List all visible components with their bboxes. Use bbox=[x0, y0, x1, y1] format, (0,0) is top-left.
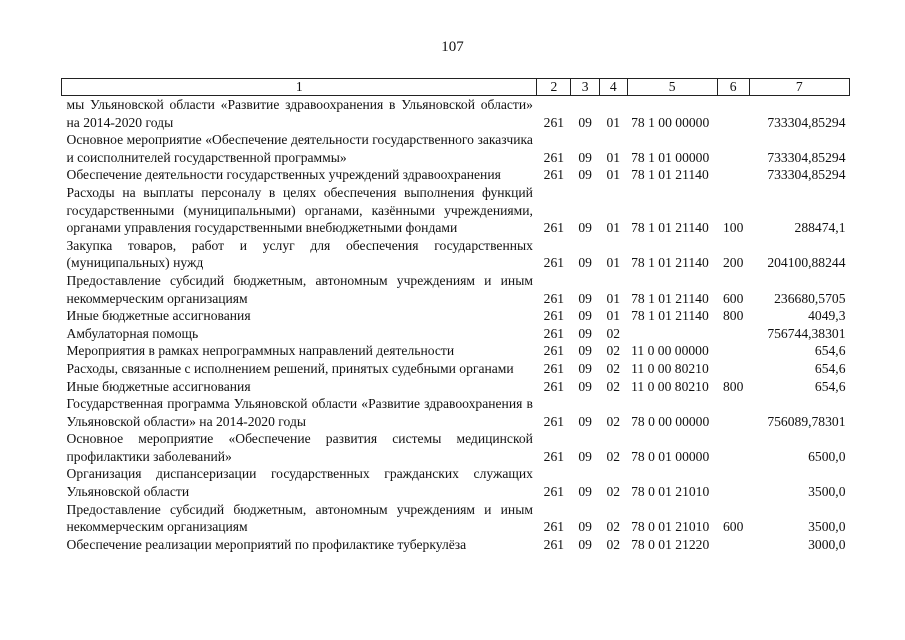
row-target-code: 78 0 01 21220 bbox=[631, 536, 710, 552]
row-target-code: 11 0 00 80210 bbox=[631, 378, 709, 394]
row-col-2: 261 bbox=[543, 360, 565, 376]
row-name: мы Ульяновской области «Развитие здравоохранения в Ульяновской области» на 2014-2020 годы bbox=[66, 97, 533, 130]
row-name: Мероприятия в рамках непрограммных направлений деятельности bbox=[66, 343, 455, 359]
col-header-7: 7 bbox=[749, 79, 849, 96]
row-amount: 756744,38301 bbox=[767, 325, 846, 341]
table-row bbox=[62, 465, 850, 500]
row-amount: 654,6 bbox=[814, 343, 846, 359]
row-col-4: 02 bbox=[606, 343, 621, 359]
row-col-2: 261 bbox=[543, 448, 565, 464]
table-row bbox=[62, 430, 850, 465]
row-amount: 3500,0 bbox=[808, 519, 846, 535]
row-name: Основное мероприятие «Обеспечение деятельности государственного заказчика и соисполнителей государственной программы» bbox=[66, 132, 533, 165]
row-target-code: 78 0 01 00000 bbox=[631, 448, 710, 464]
row-target-code: 78 1 01 00000 bbox=[631, 149, 710, 165]
table-row bbox=[62, 131, 850, 166]
row-col-3: 09 bbox=[578, 484, 592, 500]
row-name: Предоставление субсидий бюджетным, автономным учреждениям и иным некоммерческим организациям bbox=[66, 272, 533, 306]
row-name: Основное мероприятие «Обеспечение развития системы медицинской профилактики заболеваний» bbox=[66, 431, 533, 464]
table-row bbox=[62, 96, 850, 132]
row-col-3: 09 bbox=[578, 220, 592, 236]
row-col-4: 01 bbox=[606, 114, 621, 130]
row-col-2: 261 bbox=[543, 378, 565, 394]
row-name: Обеспечение деятельности государственных учреждений здравоохранения bbox=[66, 167, 501, 183]
row-col-2: 261 bbox=[543, 167, 565, 183]
row-col-3: 09 bbox=[578, 448, 592, 464]
row-name: Обеспечение реализации мероприятий по профилактике туберкулёза bbox=[66, 536, 467, 552]
row-target-code: 78 0 01 21010 bbox=[631, 519, 710, 535]
row-amount: 6500,0 bbox=[808, 448, 846, 464]
row-col-4: 02 bbox=[606, 536, 621, 552]
row-col-4: 02 bbox=[606, 484, 621, 500]
row-expense-type bbox=[717, 325, 749, 343]
row-amount: 733304,85294 bbox=[767, 167, 846, 183]
page-number: 107 bbox=[441, 39, 464, 55]
row-col-3: 09 bbox=[578, 378, 592, 394]
row-target-code bbox=[627, 325, 717, 343]
row-col-4: 02 bbox=[606, 325, 621, 341]
row-name: Государственная программа Ульяновской области «Развитие здравоохранения в Ульяновской области» на 2014-2020 годы bbox=[66, 396, 533, 429]
row-amount: 3000,0 bbox=[808, 536, 846, 552]
row-target-code: 11 0 00 00000 bbox=[631, 343, 709, 359]
col-header-5: 5 bbox=[627, 79, 717, 96]
row-expense-type bbox=[717, 166, 749, 184]
row-col-2: 261 bbox=[543, 114, 565, 130]
row-name: Организация диспансеризации государственных гражданских служащих Ульяновской области bbox=[66, 466, 533, 500]
row-target-code: 78 1 01 21140 bbox=[631, 167, 709, 183]
row-col-3: 09 bbox=[578, 167, 592, 183]
row-amount: 236680,5705 bbox=[774, 290, 846, 306]
row-col-3: 09 bbox=[578, 308, 592, 324]
col-header-1: 1 bbox=[62, 79, 537, 96]
table-header bbox=[62, 79, 850, 96]
row-expense-type: 200 bbox=[722, 255, 744, 271]
row-amount: 654,6 bbox=[814, 378, 846, 394]
row-amount: 204100,88244 bbox=[767, 255, 846, 271]
row-col-4: 01 bbox=[606, 290, 621, 306]
row-amount: 733304,85294 bbox=[767, 114, 846, 130]
table-row bbox=[62, 536, 850, 554]
row-name: Иные бюджетные ассигнования bbox=[66, 308, 251, 324]
row-amount: 756089,78301 bbox=[767, 413, 846, 429]
row-col-4: 01 bbox=[606, 220, 621, 236]
row-col-2: 261 bbox=[543, 519, 565, 535]
row-expense-type bbox=[717, 536, 749, 554]
row-col-2: 261 bbox=[543, 413, 565, 429]
row-amount: 654,6 bbox=[814, 360, 846, 376]
table-row bbox=[62, 342, 850, 360]
row-amount: 3500,0 bbox=[808, 484, 846, 500]
row-col-3: 09 bbox=[578, 519, 592, 535]
row-amount: 733304,85294 bbox=[767, 149, 846, 165]
header-row bbox=[62, 79, 850, 96]
row-col-3: 09 bbox=[578, 360, 592, 376]
row-amount: 288474,1 bbox=[794, 220, 846, 236]
row-expense-type: 600 bbox=[722, 519, 744, 535]
row-col-2: 261 bbox=[543, 290, 565, 306]
row-col-3: 09 bbox=[578, 290, 592, 306]
row-name: Закупка товаров, работ и услуг для обеспечения государственных (муниципальных) нужд bbox=[66, 237, 533, 271]
table-body bbox=[62, 96, 850, 554]
row-expense-type bbox=[717, 430, 749, 465]
col-header-3: 3 bbox=[571, 79, 600, 96]
table-row bbox=[62, 325, 850, 343]
row-col-3: 09 bbox=[578, 149, 592, 165]
row-name: Предоставление субсидий бюджетным, автономным учреждениям и иным некоммерческим организациям bbox=[66, 501, 533, 535]
row-name: Амбулаторная помощь bbox=[66, 325, 199, 341]
row-col-2: 261 bbox=[543, 149, 565, 165]
row-target-code: 78 1 01 21140 bbox=[631, 255, 709, 271]
row-target-code: 11 0 00 80210 bbox=[631, 360, 709, 376]
row-col-3: 09 bbox=[578, 343, 592, 359]
row-expense-type bbox=[717, 131, 749, 166]
row-target-code: 78 1 01 21140 bbox=[631, 220, 709, 236]
row-target-code: 78 1 01 21140 bbox=[631, 308, 709, 324]
row-expense-type bbox=[717, 360, 749, 378]
row-expense-type bbox=[717, 342, 749, 360]
row-col-4: 02 bbox=[606, 378, 621, 394]
row-target-code: 78 1 01 21140 bbox=[631, 290, 709, 306]
table-row bbox=[62, 307, 850, 325]
row-col-4: 02 bbox=[606, 360, 621, 376]
row-name: Расходы на выплаты персоналу в целях обеспечения выполнения функций государственными (муниципальными) органами, казёнными учреждениями, органами управления государственными внебюджетными фондами bbox=[66, 184, 533, 236]
row-col-3: 09 bbox=[578, 255, 592, 271]
row-expense-type: 800 bbox=[722, 378, 744, 394]
row-col-2: 261 bbox=[543, 343, 565, 359]
row-col-2: 261 bbox=[543, 255, 565, 271]
row-col-2: 261 bbox=[543, 325, 565, 341]
table-row bbox=[62, 360, 850, 378]
row-col-4: 02 bbox=[606, 413, 621, 429]
row-expense-type bbox=[717, 465, 749, 500]
row-col-2: 261 bbox=[543, 220, 565, 236]
row-col-3: 09 bbox=[578, 413, 592, 429]
row-expense-type bbox=[717, 395, 749, 430]
row-col-2: 261 bbox=[543, 484, 565, 500]
table-row bbox=[62, 501, 850, 536]
col-header-4: 4 bbox=[599, 79, 627, 96]
table-row bbox=[62, 166, 850, 184]
row-target-code: 78 0 00 00000 bbox=[631, 413, 710, 429]
row-col-4: 01 bbox=[606, 308, 621, 324]
row-target-code: 78 0 01 21010 bbox=[631, 484, 710, 500]
row-name: Расходы, связанные с исполнением решений, принятых судебными органами bbox=[66, 360, 514, 376]
table-row bbox=[62, 237, 850, 272]
table-row bbox=[62, 395, 850, 430]
row-col-2: 261 bbox=[543, 308, 565, 324]
table-row bbox=[62, 378, 850, 396]
row-expense-type bbox=[717, 96, 749, 132]
row-col-4: 02 bbox=[606, 519, 621, 535]
col-header-2: 2 bbox=[537, 79, 571, 96]
row-amount: 4049,3 bbox=[808, 308, 846, 324]
row-col-3: 09 bbox=[578, 114, 592, 130]
row-expense-type: 600 bbox=[722, 290, 744, 306]
row-col-2: 261 bbox=[543, 536, 565, 552]
row-name: Иные бюджетные ассигнования bbox=[66, 378, 251, 394]
row-expense-type: 800 bbox=[722, 308, 744, 324]
row-col-4: 01 bbox=[606, 255, 621, 271]
row-target-code: 78 1 00 00000 bbox=[631, 114, 710, 130]
row-col-4: 01 bbox=[606, 167, 621, 183]
table-row bbox=[62, 272, 850, 307]
budget-table bbox=[61, 78, 850, 553]
col-header-6: 6 bbox=[717, 79, 749, 96]
row-col-3: 09 bbox=[578, 325, 592, 341]
row-expense-type: 100 bbox=[722, 220, 744, 236]
row-col-4: 02 bbox=[606, 448, 621, 464]
table-row bbox=[62, 184, 850, 237]
row-col-4: 01 bbox=[606, 149, 621, 165]
row-col-3: 09 bbox=[578, 536, 592, 552]
